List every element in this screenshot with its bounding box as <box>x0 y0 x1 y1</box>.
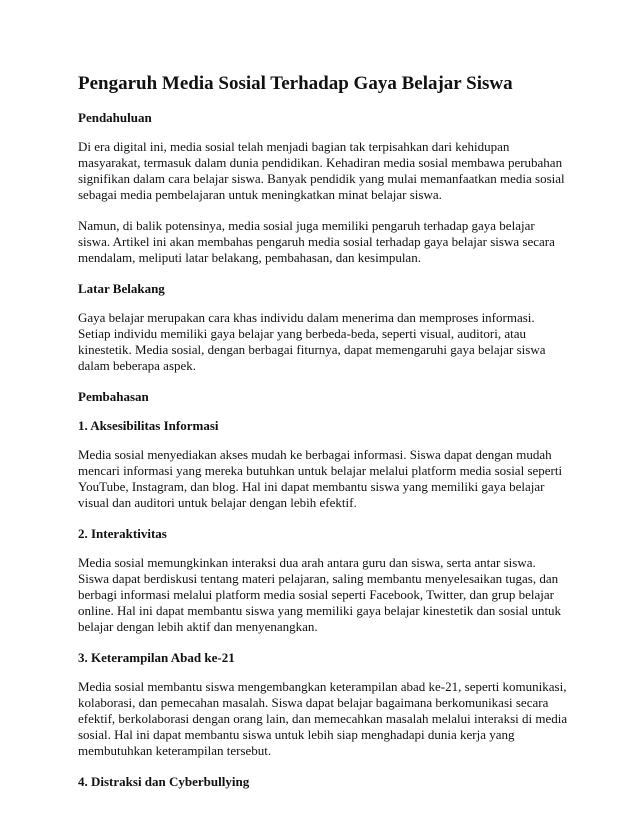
section-heading-distraksi: 4. Distraksi dan Cyberbullying <box>78 774 250 789</box>
section-heading-keterampilan: 3. Keterampilan Abad ke-21 <box>78 650 235 665</box>
section-heading-pendahuluan: Pendahuluan <box>78 110 152 125</box>
section-heading-aksesibilitas: 1. Aksesibilitas Informasi <box>78 418 219 433</box>
section-heading-interaktivitas: 2. Interaktivitas <box>78 526 167 541</box>
document-page <box>78 72 568 803</box>
paragraph-pendahuluan-2: Namun, di balik potensinya, media sosial juga memiliki pengaruh terhadap gaya belajar siswa. Artikel ini akan membahas pengaruh media sosial terhadap gaya belajar siswa secara mendalam, meliputi latar belakang, pembahasan, dan kesimpulan. <box>78 218 555 265</box>
paragraph-pendahuluan-1: Di era digital ini, media sosial telah menjadi bagian tak terpisahkan dari kehidupan masyarakat, termasuk dalam dunia pendidikan. Kehadiran media sosial membawa perubahan signifikan dalam cara belajar siswa. Banyak pendidik yang mulai memanfaatkan media sosial sebagai media pembelajaran untuk meningkatkan minat belajar siswa. <box>78 139 565 202</box>
paragraph-aksesibilitas: Media sosial menyediakan akses mudah ke berbagai informasi. Siswa dapat dengan mudah mencari informasi yang mereka butuhkan untuk belajar melalui platform media sosial seperti YouTube, Instagram, dan blog. Hal ini dapat membantu siswa yang memiliki gaya belajar visual dan auditori untuk belajar dengan lebih efektif. <box>78 447 563 510</box>
paragraph-keterampilan: Media sosial membantu siswa mengembangkan keterampilan abad ke-21, seperti komunikasi, kolaborasi, dan pemecahan masalah. Siswa dapat belajar bagaimana berkomunikasi secara efektif, berkolaborasi dengan orang lain, dan memecahkan masalah melalui interaksi di media sosial. Hal ini dapat membantu siswa untuk lebih siap menghadapi dunia kerja yang membutuhkan keterampilan tersebut. <box>78 679 568 758</box>
document-title: Pengaruh Media Sosial Terhadap Gaya Belajar Siswa <box>78 73 513 94</box>
section-heading-pembahasan: Pembahasan <box>78 389 149 404</box>
paragraph-latar-belakang: Gaya belajar merupakan cara khas individu dalam menerima dan memproses informasi. Setiap individu memiliki gaya belajar yang berbeda-beda, seperti visual, auditori, atau kinestetik. Media sosial, dengan berbagai fiturnya, dapat memengaruhi gaya belajar siswa dalam beberapa aspek. <box>78 310 546 373</box>
paragraph-interaktivitas: Media sosial memungkinkan interaksi dua arah antara guru dan siswa, serta antar siswa. Siswa dapat berdiskusi tentang materi pelajaran, saling membantu menyelesaikan tugas, dan berbagi informasi melalui platform media sosial seperti Facebook, Twitter, dan grup belajar online. Hal ini dapat membantu siswa yang memiliki gaya belajar kinestetik dan sosial untuk belajar dengan lebih aktif dan menyenangkan. <box>78 555 562 634</box>
section-heading-latar-belakang: Latar Belakang <box>78 281 165 296</box>
